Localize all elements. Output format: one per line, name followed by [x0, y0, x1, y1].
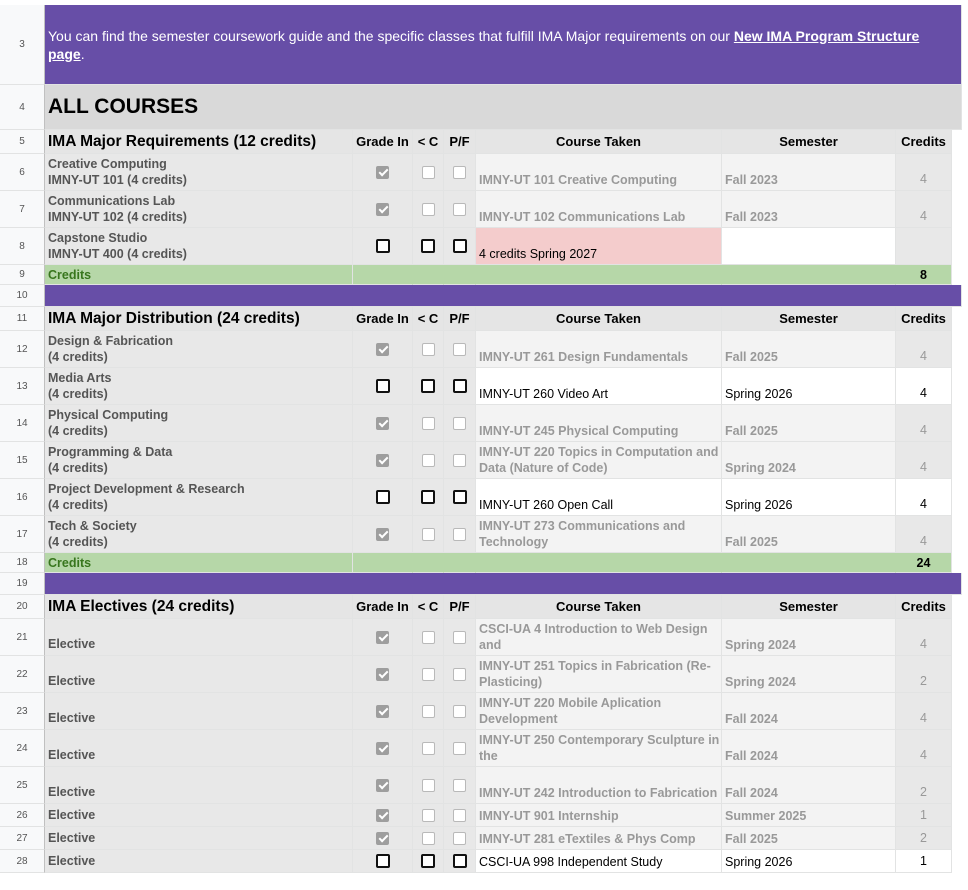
checkbox-checked[interactable]: [376, 631, 389, 644]
row-number[interactable]: 9: [0, 265, 45, 285]
checkbox-cell[interactable]: [353, 368, 413, 405]
course-row: [0, 405, 962, 442]
semester-cell[interactable]: [722, 228, 896, 265]
row-number[interactable]: 14: [0, 405, 45, 442]
section-title[interactable]: IMA Major Distribution (24 credits): [45, 307, 353, 331]
requirement-name-cell[interactable]: [45, 850, 353, 873]
checkbox-unchecked[interactable]: [453, 705, 466, 718]
checkbox-unchecked[interactable]: [453, 832, 466, 845]
checkbox-unchecked[interactable]: [453, 631, 466, 644]
checkbox-cell[interactable]: [353, 656, 413, 693]
checkbox-cell[interactable]: [444, 619, 476, 656]
course-taken-cell[interactable]: IMNY-UT 260 Open Call: [476, 479, 722, 516]
checkbox-unchecked[interactable]: [453, 668, 466, 681]
empty-cell[interactable]: [353, 265, 413, 285]
checkbox-unchecked[interactable]: [422, 742, 435, 755]
course-row: [0, 154, 962, 191]
requirement-detail: Elective: [48, 785, 96, 799]
credits-cell[interactable]: 4: [896, 331, 952, 368]
requirement-detail: Elective: [48, 637, 96, 651]
checkbox-cell[interactable]: [353, 693, 413, 730]
requirement-name-cell[interactable]: [45, 767, 353, 804]
banner-suffix: .: [80, 45, 85, 62]
checkbox-cell[interactable]: [413, 442, 444, 479]
checkbox-cell[interactable]: [444, 827, 476, 850]
checkbox-unchecked[interactable]: [376, 854, 390, 868]
credits-cell[interactable]: 4: [896, 442, 952, 479]
credits-total-value[interactable]: 8: [896, 265, 952, 285]
credits-total-row: [0, 265, 962, 285]
checkbox-unchecked[interactable]: [422, 417, 435, 430]
credits-cell[interactable]: 4: [896, 368, 952, 405]
course-taken-cell[interactable]: CSCI-UA 4 Introduction to Web Design and: [476, 619, 722, 656]
requirement-detail: (4 credits): [48, 387, 108, 401]
checkbox-checked[interactable]: [376, 668, 389, 681]
credits-cell[interactable]: [896, 228, 952, 265]
checkbox-cell[interactable]: [444, 368, 476, 405]
requirement-detail: (4 credits): [48, 461, 108, 475]
requirement-detail: (4 credits): [48, 350, 108, 364]
page-title[interactable]: ALL COURSES: [45, 85, 962, 130]
checkbox-cell[interactable]: [413, 730, 444, 767]
row-number[interactable]: 23: [0, 693, 45, 730]
requirement-detail: IMNY-UT 101 (4 credits): [48, 173, 187, 187]
credits-cell[interactable]: 4: [896, 730, 952, 767]
semester-cell[interactable]: Fall 2025: [722, 516, 896, 553]
requirement-name-cell[interactable]: [45, 191, 353, 228]
checkbox-cell[interactable]: [353, 479, 413, 516]
row-number[interactable]: 15: [0, 442, 45, 479]
checkbox-cell[interactable]: [353, 827, 413, 850]
course-row: [0, 730, 962, 767]
course-taken-cell[interactable]: IMNY-UT 251 Topics in Fabrication (Re-Plasticing): [476, 656, 722, 693]
semester-cell[interactable]: Fall 2024: [722, 730, 896, 767]
checkbox-unchecked[interactable]: [421, 239, 435, 253]
semester-cell[interactable]: Spring 2024: [722, 656, 896, 693]
empty-cell[interactable]: [722, 265, 896, 285]
requirement-name-cell[interactable]: [45, 331, 353, 368]
col-credits[interactable]: Credits: [896, 595, 952, 619]
checkbox-unchecked[interactable]: [422, 705, 435, 718]
col-less-than-c[interactable]: < C: [413, 307, 444, 331]
requirement-name-cell[interactable]: [45, 405, 353, 442]
checkbox-cell[interactable]: [353, 191, 413, 228]
checkbox-unchecked[interactable]: [453, 239, 467, 253]
banner-cell[interactable]: [45, 5, 962, 85]
course-taken-cell[interactable]: IMNY-UT 273 Communications and Technology: [476, 516, 722, 553]
semester-cell[interactable]: Fall 2023: [722, 154, 896, 191]
empty-cell[interactable]: [476, 265, 722, 285]
course-taken-cell[interactable]: IMNY-UT 101 Creative Computing: [476, 154, 722, 191]
course-taken-cell[interactable]: IMNY-UT 250 Contemporary Sculpture in the: [476, 730, 722, 767]
credits-cell[interactable]: 4: [896, 191, 952, 228]
course-row: [0, 850, 962, 873]
empty-cell[interactable]: [476, 553, 722, 573]
requirement-name-cell[interactable]: [45, 619, 353, 656]
course-row: [0, 693, 962, 730]
checkbox-cell[interactable]: [353, 228, 413, 265]
checkbox-unchecked[interactable]: [421, 490, 435, 504]
col-less-than-c[interactable]: < C: [413, 595, 444, 619]
col-pass-fail[interactable]: P/F: [444, 307, 476, 331]
banner-row: [0, 5, 962, 85]
requirement-detail: Elective: [48, 808, 96, 822]
credits-cell[interactable]: 4: [896, 405, 952, 442]
spacer-row: [0, 573, 962, 595]
checkbox-cell[interactable]: [353, 331, 413, 368]
checkbox-checked[interactable]: [376, 166, 389, 179]
checkbox-cell[interactable]: [413, 767, 444, 804]
checkbox-cell[interactable]: [413, 191, 444, 228]
row-number[interactable]: 7: [0, 191, 45, 228]
semester-cell[interactable]: Fall 2025: [722, 331, 896, 368]
course-row: [0, 331, 962, 368]
checkbox-cell[interactable]: [444, 405, 476, 442]
checkbox-unchecked[interactable]: [376, 239, 390, 253]
checkbox-checked[interactable]: [376, 417, 389, 430]
row-number[interactable]: 18: [0, 553, 45, 573]
col-course-taken[interactable]: Course Taken: [476, 130, 722, 154]
semester-cell[interactable]: Fall 2024: [722, 693, 896, 730]
purple-divider[interactable]: [45, 573, 962, 595]
row-number[interactable]: 17: [0, 516, 45, 553]
section-header-row: [0, 130, 962, 154]
checkbox-cell[interactable]: [413, 804, 444, 827]
course-row: [0, 442, 962, 479]
row-number[interactable]: 22: [0, 656, 45, 693]
course-taken-cell[interactable]: IMNY-UT 261 Design Fundamentals: [476, 331, 722, 368]
requirement-name-cell[interactable]: [45, 693, 353, 730]
checkbox-cell[interactable]: [413, 479, 444, 516]
section-header-row: [0, 595, 962, 619]
row-number[interactable]: 4: [0, 85, 45, 130]
row-number[interactable]: 13: [0, 368, 45, 405]
col-pass-fail[interactable]: P/F: [444, 130, 476, 154]
course-row: [0, 619, 962, 656]
checkbox-cell[interactable]: [353, 850, 413, 873]
requirement-title: Project Development & Research: [48, 482, 245, 496]
checkbox-cell[interactable]: [353, 804, 413, 827]
checkbox-checked[interactable]: [376, 454, 389, 467]
col-less-than-c[interactable]: < C: [413, 130, 444, 154]
row-number[interactable]: 25: [0, 767, 45, 804]
semester-cell[interactable]: Spring 2026: [722, 479, 896, 516]
semester-cell[interactable]: Spring 2024: [722, 619, 896, 656]
checkbox-cell[interactable]: [353, 619, 413, 656]
col-credits[interactable]: Credits: [896, 130, 952, 154]
semester-cell[interactable]: Fall 2025: [722, 405, 896, 442]
empty-cell[interactable]: [444, 265, 476, 285]
row-number[interactable]: 16: [0, 479, 45, 516]
row-number[interactable]: 27: [0, 827, 45, 850]
course-taken-cell[interactable]: IMNY-UT 245 Physical Computing: [476, 405, 722, 442]
section-header-row: [0, 307, 962, 331]
requirement-title: Tech & Society: [48, 519, 137, 533]
requirement-detail: Elective: [48, 674, 96, 688]
requirement-title: Creative Computing: [48, 157, 167, 171]
requirement-name-cell[interactable]: [45, 368, 353, 405]
checkbox-cell[interactable]: [444, 693, 476, 730]
credits-total-value[interactable]: 24: [896, 553, 952, 573]
row-number[interactable]: 19: [0, 573, 45, 595]
checkbox-unchecked[interactable]: [422, 809, 435, 822]
checkbox-unchecked[interactable]: [422, 668, 435, 681]
col-pass-fail[interactable]: P/F: [444, 595, 476, 619]
empty-cell[interactable]: [722, 553, 896, 573]
col-semester[interactable]: Semester: [722, 130, 896, 154]
checkbox-checked[interactable]: [376, 779, 389, 792]
row-number[interactable]: 5: [0, 130, 45, 154]
checkbox-cell[interactable]: [444, 767, 476, 804]
checkbox-cell[interactable]: [444, 730, 476, 767]
credits-cell[interactable]: 2: [896, 767, 952, 804]
checkbox-unchecked[interactable]: [422, 166, 435, 179]
checkbox-cell[interactable]: [413, 228, 444, 265]
requirement-name-cell[interactable]: [45, 479, 353, 516]
row-number[interactable]: 3: [0, 5, 45, 85]
col-credits[interactable]: Credits: [896, 307, 952, 331]
semester-cell[interactable]: Spring 2026: [722, 368, 896, 405]
section-title[interactable]: IMA Electives (24 credits): [45, 595, 353, 619]
checkbox-unchecked[interactable]: [422, 343, 435, 356]
checkbox-cell[interactable]: [444, 656, 476, 693]
course-taken-cell[interactable]: CSCI-UA 998 Independent Study: [476, 850, 722, 873]
credits-cell[interactable]: 4: [896, 619, 952, 656]
semester-cell[interactable]: Spring 2026: [722, 850, 896, 873]
checkbox-checked[interactable]: [376, 528, 389, 541]
course-row: [0, 191, 962, 228]
checkbox-unchecked[interactable]: [453, 203, 466, 216]
credits-cell[interactable]: 4: [896, 516, 952, 553]
checkbox-unchecked[interactable]: [421, 854, 435, 868]
checkbox-checked[interactable]: [376, 832, 389, 845]
checkbox-unchecked[interactable]: [422, 203, 435, 216]
checkbox-checked[interactable]: [376, 705, 389, 718]
col-semester[interactable]: Semester: [722, 595, 896, 619]
semester-cell[interactable]: Spring 2024: [722, 442, 896, 479]
col-grade-in[interactable]: Grade In: [353, 595, 413, 619]
checkbox-unchecked[interactable]: [376, 490, 390, 504]
credits-total-label[interactable]: Credits: [45, 553, 353, 573]
requirement-detail: Elective: [48, 854, 96, 868]
requirement-detail: Elective: [48, 711, 96, 725]
empty-cell[interactable]: [413, 553, 444, 573]
checkbox-unchecked[interactable]: [453, 528, 466, 541]
course-row: [0, 767, 962, 804]
requirement-title: Programming & Data: [48, 445, 173, 459]
col-course-taken[interactable]: Course Taken: [476, 595, 722, 619]
requirement-name-cell[interactable]: [45, 442, 353, 479]
checkbox-cell[interactable]: [444, 442, 476, 479]
requirement-title: Media Arts: [48, 371, 112, 385]
checkbox-cell[interactable]: [444, 228, 476, 265]
credits-cell[interactable]: 4: [896, 154, 952, 191]
purple-divider[interactable]: [45, 285, 962, 307]
checkbox-unchecked[interactable]: [421, 379, 435, 393]
checkbox-cell[interactable]: [444, 804, 476, 827]
checkbox-cell[interactable]: [413, 619, 444, 656]
course-taken-cell[interactable]: IMNY-UT 901 Internship: [476, 804, 722, 827]
checkbox-cell[interactable]: [413, 405, 444, 442]
semester-cell[interactable]: Summer 2025: [722, 804, 896, 827]
checkbox-cell[interactable]: [353, 730, 413, 767]
checkbox-cell[interactable]: [444, 331, 476, 368]
empty-cell[interactable]: [444, 553, 476, 573]
checkbox-cell[interactable]: [444, 154, 476, 191]
checkbox-cell[interactable]: [353, 442, 413, 479]
requirement-detail: IMNY-UT 400 (4 credits): [48, 247, 187, 261]
credits-cell[interactable]: 2: [896, 827, 952, 850]
empty-cell[interactable]: [413, 265, 444, 285]
col-semester[interactable]: Semester: [722, 307, 896, 331]
course-row: [0, 656, 962, 693]
banner-message: You can find the semester coursework guide and the specific classes that fulfill IMA Major requirements on our: [48, 27, 734, 44]
checkbox-unchecked[interactable]: [422, 631, 435, 644]
course-row: [0, 228, 962, 265]
course-taken-cell[interactable]: IMNY-UT 260 Video Art: [476, 368, 722, 405]
checkbox-cell[interactable]: [413, 850, 444, 873]
checkbox-checked[interactable]: [376, 203, 389, 216]
checkbox-cell[interactable]: [353, 516, 413, 553]
credits-cell[interactable]: 2: [896, 656, 952, 693]
checkbox-unchecked[interactable]: [422, 779, 435, 792]
col-course-taken[interactable]: Course Taken: [476, 307, 722, 331]
requirement-name-cell[interactable]: [45, 516, 353, 553]
requirement-detail: (4 credits): [48, 498, 108, 512]
requirement-name-cell[interactable]: [45, 827, 353, 850]
course-taken-cell[interactable]: IMNY-UT 102 Communications Lab: [476, 191, 722, 228]
requirement-name-cell[interactable]: [45, 730, 353, 767]
program-structure-link[interactable]: New IMA Program Structure page: [48, 27, 920, 62]
checkbox-unchecked[interactable]: [453, 379, 467, 393]
requirement-detail: IMNY-UT 102 (4 credits): [48, 210, 187, 224]
checkbox-cell[interactable]: [353, 767, 413, 804]
checkbox-cell[interactable]: [413, 368, 444, 405]
credits-cell[interactable]: 4: [896, 479, 952, 516]
row-number[interactable]: 21: [0, 619, 45, 656]
row-number[interactable]: 28: [0, 850, 45, 873]
requirement-title: Capstone Studio: [48, 231, 148, 245]
checkbox-cell[interactable]: [444, 516, 476, 553]
semester-cell[interactable]: Fall 2025: [722, 827, 896, 850]
row-number[interactable]: 24: [0, 730, 45, 767]
credits-total-label[interactable]: Credits: [45, 265, 353, 285]
col-grade-in[interactable]: Grade In: [353, 130, 413, 154]
requirement-name-cell[interactable]: [45, 656, 353, 693]
checkbox-cell[interactable]: [444, 479, 476, 516]
row-number[interactable]: 20: [0, 595, 45, 619]
title-row: [0, 85, 962, 130]
checkbox-cell[interactable]: [413, 827, 444, 850]
checkbox-cell[interactable]: [413, 516, 444, 553]
requirement-detail: Elective: [48, 748, 96, 762]
checkbox-unchecked[interactable]: [453, 454, 466, 467]
credits-cell[interactable]: 4: [896, 693, 952, 730]
checkbox-unchecked[interactable]: [422, 528, 435, 541]
banner-text: [48, 27, 953, 63]
checkbox-checked[interactable]: [376, 742, 389, 755]
checkbox-cell[interactable]: [444, 850, 476, 873]
checkbox-cell[interactable]: [413, 693, 444, 730]
checkbox-checked[interactable]: [376, 809, 389, 822]
checkbox-unchecked[interactable]: [422, 454, 435, 467]
col-grade-in[interactable]: Grade In: [353, 307, 413, 331]
requirement-title: Physical Computing: [48, 408, 169, 422]
checkbox-cell[interactable]: [353, 154, 413, 191]
checkbox-cell[interactable]: [413, 154, 444, 191]
checkbox-unchecked[interactable]: [453, 742, 466, 755]
course-taken-cell[interactable]: IMNY-UT 220 Mobile Aplication Development: [476, 693, 722, 730]
checkbox-unchecked[interactable]: [453, 490, 467, 504]
row-number[interactable]: 26: [0, 804, 45, 827]
course-taken-cell[interactable]: IMNY-UT 242 Introduction to Fabrication: [476, 767, 722, 804]
course-row: [0, 516, 962, 553]
course-row: [0, 479, 962, 516]
course-taken-cell[interactable]: 4 credits Spring 2027: [476, 228, 722, 265]
checkbox-unchecked[interactable]: [376, 379, 390, 393]
checkbox-unchecked[interactable]: [453, 343, 466, 356]
spacer-row: [0, 285, 962, 307]
row-number[interactable]: 11: [0, 307, 45, 331]
checkbox-unchecked[interactable]: [453, 417, 466, 430]
requirement-title: Design & Fabrication: [48, 334, 174, 348]
requirement-detail: Elective: [48, 831, 96, 845]
course-taken-cell[interactable]: IMNY-UT 281 eTextiles & Phys Comp: [476, 827, 722, 850]
section-title[interactable]: IMA Major Requirements (12 credits): [45, 130, 353, 154]
row-number[interactable]: 12: [0, 331, 45, 368]
checkbox-unchecked[interactable]: [453, 809, 466, 822]
checkbox-cell[interactable]: [413, 331, 444, 368]
course-row: [0, 827, 962, 850]
empty-cell[interactable]: [353, 553, 413, 573]
checkbox-unchecked[interactable]: [453, 854, 467, 868]
requirement-name-cell[interactable]: [45, 804, 353, 827]
checkbox-unchecked[interactable]: [453, 779, 466, 792]
checkbox-cell[interactable]: [413, 656, 444, 693]
row-number[interactable]: 10: [0, 285, 45, 307]
checkbox-unchecked[interactable]: [453, 166, 466, 179]
course-row: [0, 804, 962, 827]
checkbox-cell[interactable]: [353, 405, 413, 442]
checkbox-unchecked[interactable]: [422, 832, 435, 845]
requirement-detail: (4 credits): [48, 424, 108, 438]
checkbox-checked[interactable]: [376, 343, 389, 356]
checkbox-cell[interactable]: [444, 191, 476, 228]
requirement-name-cell[interactable]: [45, 228, 353, 265]
course-row: [0, 368, 962, 405]
course-taken-cell[interactable]: IMNY-UT 220 Topics in Computation and Data (Nature of Code): [476, 442, 722, 479]
credits-total-row: [0, 553, 962, 573]
row-number[interactable]: 8: [0, 228, 45, 265]
requirement-title: Communications Lab: [48, 194, 176, 208]
credits-cell[interactable]: 1: [896, 850, 952, 873]
semester-cell[interactable]: Fall 2024: [722, 767, 896, 804]
row-number[interactable]: 6: [0, 154, 45, 191]
semester-cell[interactable]: Fall 2023: [722, 191, 896, 228]
requirement-detail: (4 credits): [48, 535, 108, 549]
requirement-name-cell[interactable]: [45, 154, 353, 191]
credits-cell[interactable]: 1: [896, 804, 952, 827]
